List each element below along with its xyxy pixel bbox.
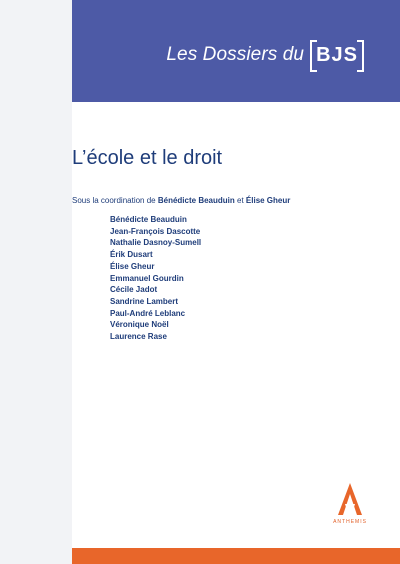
author-name: Élise Gheur [110, 261, 155, 271]
author-name: Jean-François Dascotte [110, 226, 201, 236]
header-band [72, 0, 400, 102]
coordination-editor-2: Élise Gheur [245, 196, 291, 205]
footer-accent-bar [72, 548, 400, 564]
author-name: Érik Dusart [110, 250, 153, 260]
series-logo-mark: BJS [310, 40, 364, 70]
left-margin-strip [0, 0, 72, 564]
coordination-line [72, 196, 290, 205]
author-name: Paul-André Leblanc [110, 308, 186, 318]
author-name: Emmanuel Gourdin [110, 273, 184, 283]
author-name: Laurence Rase [110, 332, 167, 342]
series-banner [166, 40, 364, 70]
publisher-logo [326, 482, 374, 525]
book-title: L’école et le droit [72, 147, 223, 169]
publisher-name: ANTHEMIS [333, 519, 367, 525]
anthemis-a-icon [336, 482, 364, 516]
author-name: Véronique Noël [110, 320, 169, 330]
coordination-prefix: Sous la coordination de [72, 196, 156, 205]
author-name: Cécile Jadot [110, 285, 158, 295]
coordination-editor-1: Bénédicte Beauduin [157, 196, 235, 205]
author-name: Nathalie Dasnoy-Sumell [110, 238, 202, 248]
author-name: Sandrine Lambert [110, 296, 179, 306]
author-name: Bénédicte Beauduin [110, 215, 187, 224]
coordination-joiner: et [237, 196, 244, 205]
series-label: Les Dossiers du [166, 44, 305, 65]
author-list [110, 214, 201, 343]
